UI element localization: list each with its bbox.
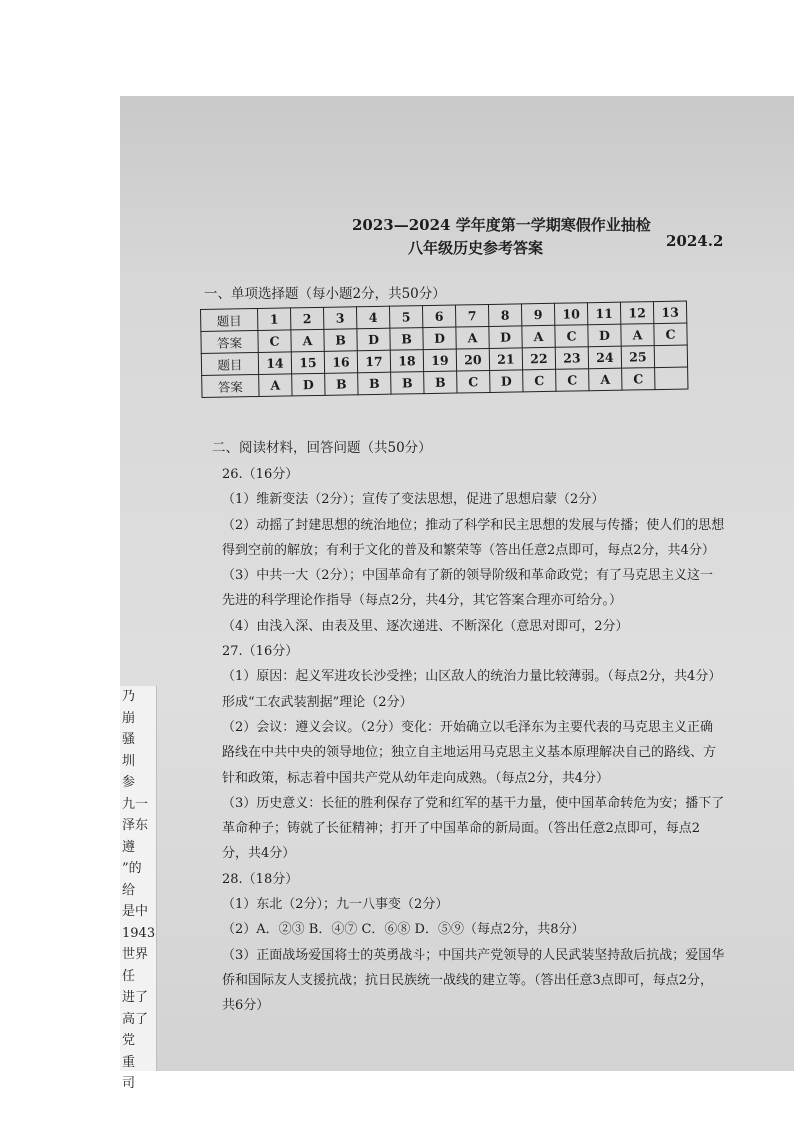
answer-cell: B — [324, 329, 357, 352]
answer-cell: B — [391, 372, 424, 395]
question-number: 13 — [653, 301, 686, 324]
edge-fragment: 参 — [122, 775, 136, 790]
question-number: 17 — [357, 350, 390, 373]
answer-cell: B — [390, 328, 423, 351]
answer-cell: D — [489, 326, 522, 349]
question-number: 15 — [291, 351, 324, 374]
question-number: 18 — [390, 350, 423, 373]
answer-line: （1）东北（2分）；九一八事变（2分） — [222, 897, 449, 913]
answer-cell: C — [523, 369, 556, 392]
question-number: 24 — [588, 346, 621, 369]
document-date: 2024.2 — [666, 232, 724, 250]
answer-cell: A — [621, 324, 654, 347]
question-number: 6 — [422, 305, 455, 328]
answer-cell: A — [291, 329, 324, 352]
edge-fragment: 泽东 — [122, 818, 149, 833]
answer-line: 27.（16分） — [222, 644, 299, 660]
answer-line: 分，共4分） — [222, 846, 296, 862]
answer-line: （1）维新变法（2分）；宣传了变法思想，促进了思想启蒙（2分） — [222, 492, 605, 508]
row-label: 题目 — [201, 308, 258, 331]
edge-fragment: 重 — [122, 1054, 136, 1070]
question-number: 2 — [290, 307, 323, 330]
edge-fragment: 是中 — [122, 904, 149, 919]
answer-sheet — [140, 96, 794, 1071]
answer-cell: D — [423, 327, 456, 350]
answer-cell: C — [555, 325, 588, 348]
answer-line: 针和政策，标志着中国共产党从幼年走向成熟。（每点2分，共4分） — [222, 770, 610, 786]
answer-cell: B — [325, 373, 358, 396]
answer-text-block — [222, 462, 782, 1019]
answer-cell: C — [622, 368, 655, 391]
row-label: 答案 — [202, 374, 259, 397]
edge-fragment: 给 — [122, 882, 136, 898]
answer-line: （2）会议：遵义会议。（2分）变化：开始确立以毛泽东为主要代表的马克思主义正确 — [222, 719, 714, 735]
edge-fragment: 1943 — [122, 925, 156, 941]
answer-cell: D — [292, 373, 325, 396]
answer-cell: D — [588, 324, 621, 347]
answer-cell: B — [358, 372, 391, 395]
question-number: 7 — [455, 304, 488, 327]
answer-line: （2）动摇了封建思想的统治地位；推动了科学和民主思想的发展与传播；使人们的思想 — [222, 517, 725, 533]
answer-cell: C — [556, 369, 589, 392]
answer-cell: D — [357, 328, 390, 351]
answer-cell: C — [654, 323, 687, 346]
edge-fragment: ”的 — [122, 861, 142, 876]
document-subtitle: 八年级历史参考答案 — [408, 239, 544, 257]
question-number: 14 — [258, 352, 291, 375]
answer-line: （1）原因：起义军进攻长沙受挫；山区敌人的统治力量比较薄弱。（每点2分，共4分） — [222, 669, 722, 685]
question-number: 5 — [389, 306, 422, 329]
question-number — [654, 345, 687, 368]
question-number: 16 — [324, 351, 357, 374]
answer-cell — [655, 367, 688, 390]
answer-line: （2）A．②③ B．④⑦ C．⑥⑧ D．⑤⑨（每点2分，共8分） — [222, 922, 585, 938]
edge-fragment: 圳 — [122, 753, 136, 769]
question-number: 22 — [522, 347, 555, 370]
answer-line: 革命种子；铸就了长征精神；打开了中国革命的新局面。（答出任意2点即可，每点2 — [222, 821, 701, 837]
answer-line: 得到空前的解放；有利于文化的普及和繁荣等（答出任意2点即可，每点2分，共4分） — [222, 542, 715, 558]
question-number: 3 — [323, 307, 356, 330]
answer-line: 26.（16分） — [222, 467, 299, 482]
question-number: 9 — [521, 303, 554, 326]
answer-line: （4）由浅入深、由表及里、逐次递进、不断深化（意思对即可，2分） — [222, 618, 629, 634]
answer-cell: B — [424, 371, 457, 394]
section2-heading: 二、阅读材料，回答问题（共50分） — [212, 440, 432, 456]
answer-table — [200, 301, 688, 398]
answer-line: （3）中共一大（2分）；中国革命有了新的领导阶级和革命政党；有了马克思主义这一 — [222, 568, 714, 584]
answer-line: 侨和国际友人支援抗战；抗日民族统一战线的建立等。（答出任意3点即可，每点2分， — [222, 972, 714, 988]
answer-line: 先进的科学理论作指导（每点2分，共4分，其它答案合理亦可给分。） — [222, 593, 623, 609]
row-label: 题目 — [201, 352, 258, 375]
edge-fragment: 骚 — [122, 732, 136, 747]
question-number: 21 — [489, 348, 522, 371]
question-number: 25 — [621, 346, 654, 369]
edge-fragment: 高了 — [122, 1011, 149, 1027]
edge-fragment: 进了 — [122, 990, 149, 1005]
question-number: 23 — [555, 347, 588, 370]
edge-fragment: 世界 — [122, 947, 149, 962]
answer-cell: A — [589, 368, 622, 391]
answer-line: （3）历史意义：长征的胜利保存了党和红军的基干力量，使中国革命转危为安；播下了 — [222, 795, 725, 811]
question-number: 19 — [423, 349, 456, 372]
section1-heading: 一、单项选择题（每小题2分，共50分） — [204, 286, 446, 302]
question-number: 8 — [488, 304, 521, 327]
answer-cell: C — [258, 330, 291, 353]
answer-cell: D — [490, 370, 523, 393]
answer-line: 28.（18分） — [222, 871, 299, 887]
answer-cell: A — [259, 374, 292, 397]
answer-line: 形成“工农武装割据”理论（2分） — [222, 694, 413, 710]
answer-cell: A — [456, 326, 489, 349]
photo-background — [120, 96, 794, 1091]
answer-line: 路线在中共中央的领导地位；独立自主地运用马克思主义基本原理解决自己的路线、方 — [222, 745, 717, 761]
question-number: 10 — [554, 303, 587, 326]
document-title: 2023—2024 学年度第一学期寒假作业抽检 — [352, 216, 651, 234]
edge-fragment: 任 — [122, 968, 136, 984]
edge-fragment: 九一 — [122, 796, 149, 812]
edge-fragment: 司 — [122, 1076, 136, 1091]
question-number: 20 — [456, 348, 489, 371]
edge-fragment: 乃 — [122, 689, 136, 704]
question-number: 11 — [587, 302, 620, 325]
answer-cell: A — [522, 325, 555, 348]
question-number: 12 — [620, 302, 653, 325]
question-number: 1 — [257, 308, 290, 331]
edge-fragment: 崩 — [122, 710, 136, 726]
answer-cell: C — [457, 370, 490, 393]
row-label: 答案 — [201, 330, 258, 353]
answer-line: （3）正面战场爱国将士的英勇战斗；中国共产党领导的人民武装坚持敌后抗战；爱国华 — [222, 947, 725, 963]
answer-line: 共6分） — [222, 998, 270, 1014]
question-number: 4 — [356, 306, 389, 329]
edge-fragment: 遵 — [122, 839, 136, 855]
edge-fragment: 党 — [122, 1033, 136, 1048]
